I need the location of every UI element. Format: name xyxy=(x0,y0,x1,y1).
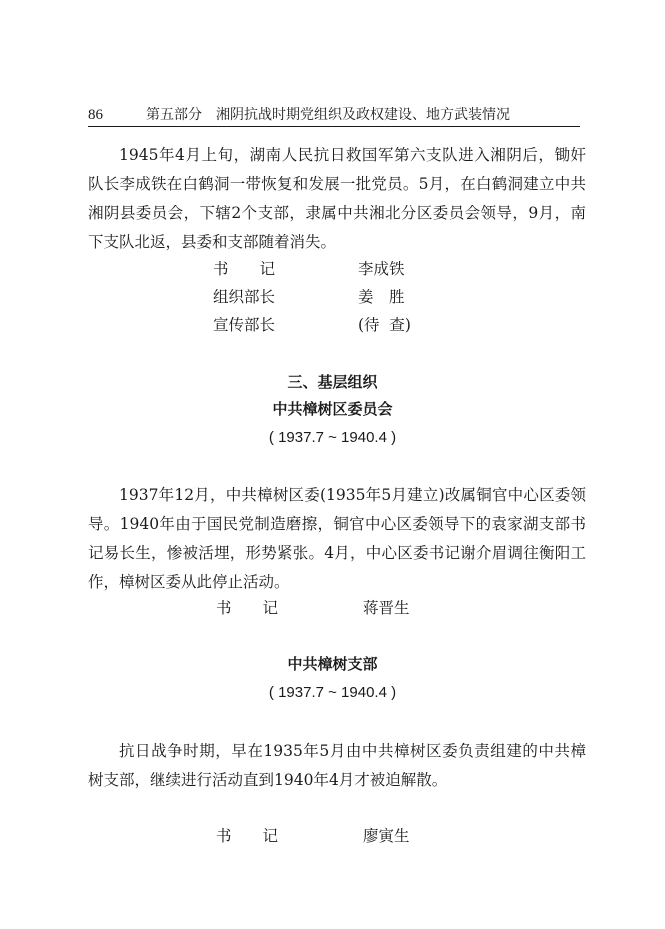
roster-name: 廖寅生 xyxy=(363,827,410,845)
date-range: ( 1937.7 ~ 1940.4 ) xyxy=(268,684,397,701)
roster-row xyxy=(216,595,436,621)
roster-row xyxy=(213,256,433,282)
district-committee-paragraph: 1937年12月，中共樟树区委(1935年5月建立)改属铜官中心区委领导。1940年由于国民党制造磨擦，铜官中心区委领导下的袁家湖支部书记易长生，惨被活埋，形势紧张。4月，中心区委书记谢介眉调往衡阳工作，樟树区委从此停止活动。 xyxy=(88,486,586,591)
section-heading: 三、基层组织 xyxy=(287,373,378,391)
roster-row xyxy=(213,284,433,310)
roster-role: 书 记 xyxy=(213,260,276,278)
roster-row xyxy=(216,823,436,849)
roster-role: 书 记 xyxy=(216,827,279,845)
date-range: ( 1937.7 ~ 1940.4 ) xyxy=(268,429,397,446)
org-title: 中共樟树支部 xyxy=(287,655,378,673)
roster-name: 姜 胜 xyxy=(358,288,405,306)
branch-paragraph: 抗日战争时期，早在1935年5月由中共樟树区委负责组建的中共樟树支部，继续进行活动直到1940年4月才被迫解散。 xyxy=(88,742,586,789)
roster-role: 宣传部长 xyxy=(213,316,276,334)
roster-name: (待 查) xyxy=(358,316,411,334)
roster-role: 组织部长 xyxy=(213,288,276,306)
page-number: 86 xyxy=(88,107,103,123)
running-title: 第五部分 湘阴抗战时期党组织及政权建设、地方武装情况 xyxy=(146,107,510,123)
county-committee-paragraph: 1945年4月上旬，湖南人民抗日救国军第六支队进入湘阴后，锄奸队长李成铁在白鹤洞一带恢复和发展一批党员。5月，在白鹤洞建立中共湘阴县委员会，下辖2个支部，隶属中共湘北分区委员会领导，9月，南下支队北返，县委和支部随着消失。 xyxy=(88,146,586,251)
roster-name: 蒋晋生 xyxy=(363,599,410,617)
org-title: 中共樟树区委员会 xyxy=(272,400,393,418)
roster-row xyxy=(213,312,433,338)
roster-role: 书 记 xyxy=(216,599,279,617)
roster-name: 李成铁 xyxy=(358,260,405,278)
page-header xyxy=(88,104,580,127)
